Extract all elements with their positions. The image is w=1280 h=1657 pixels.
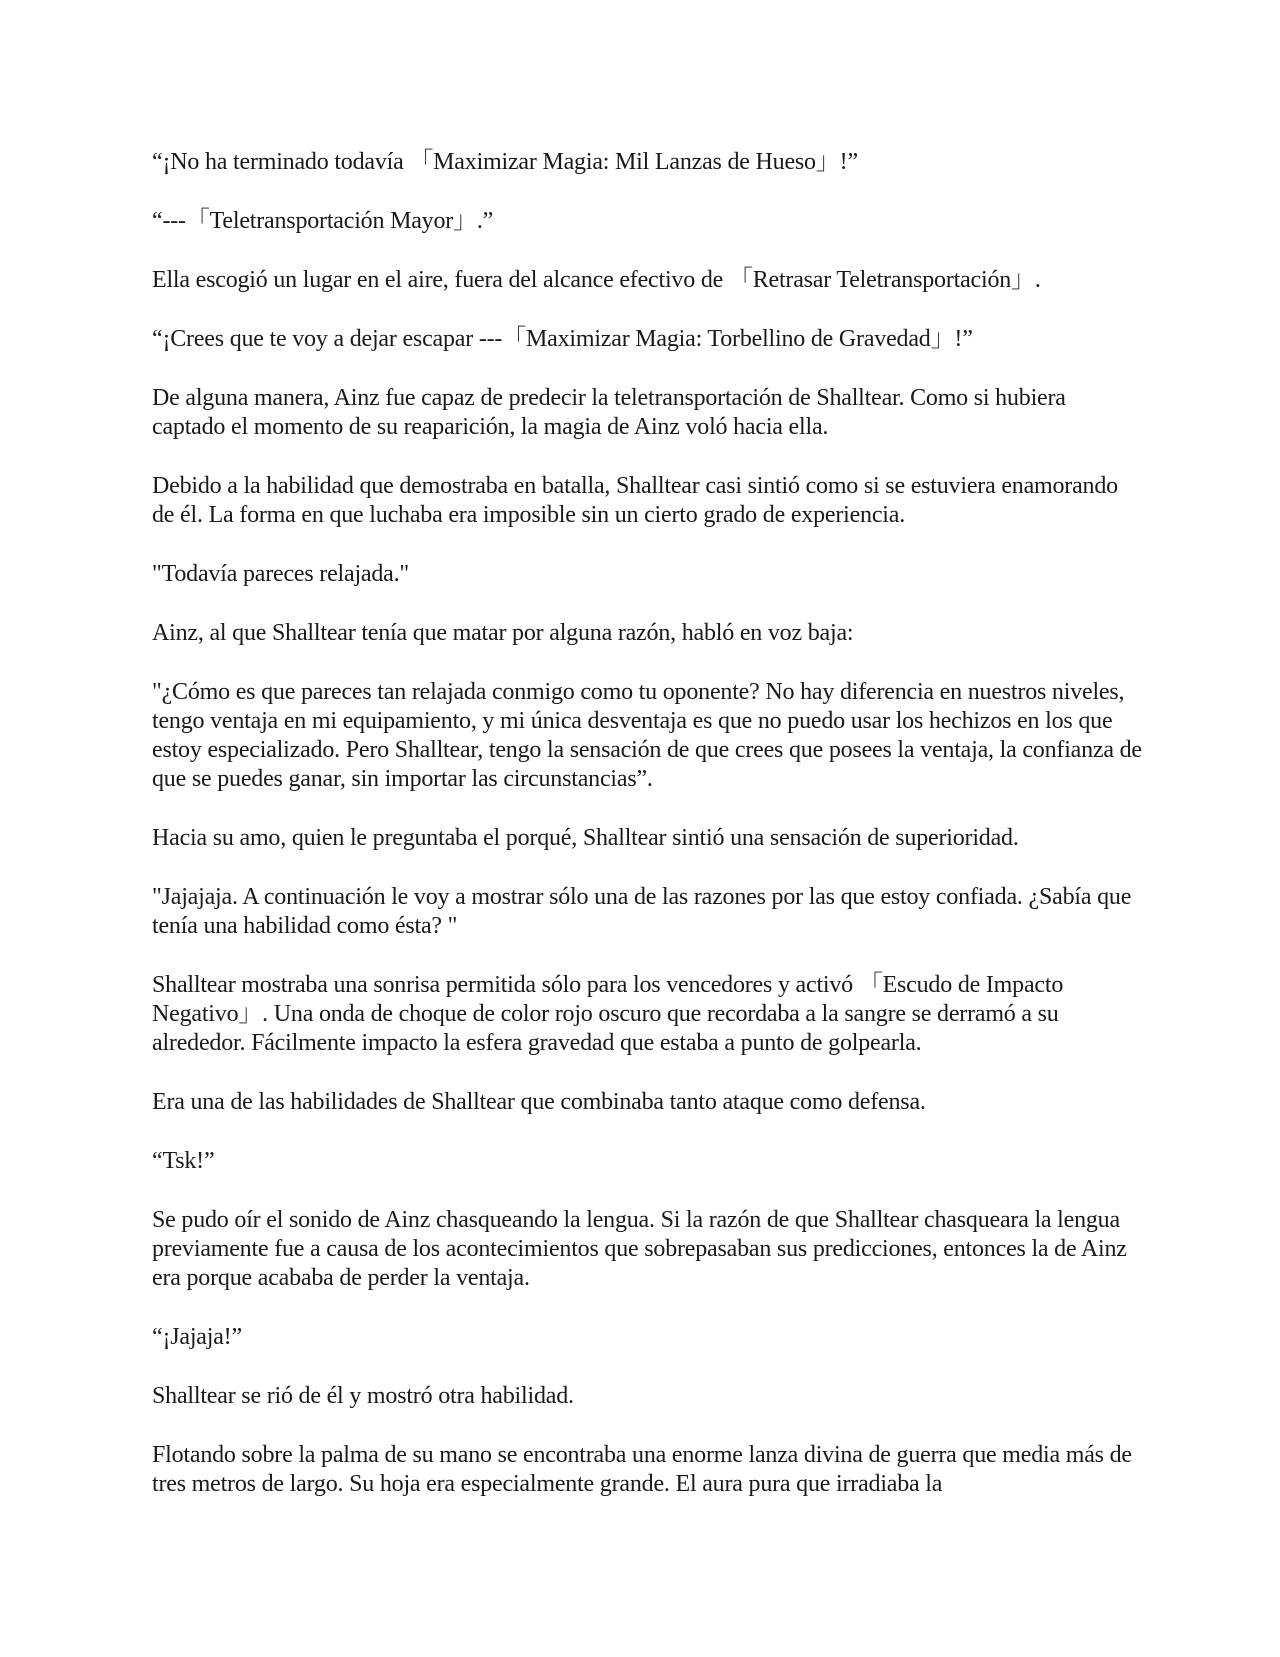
paragraph-16: “¡Jajaja!”	[152, 1324, 242, 1350]
paragraph-13: Era una de las habilidades de Shalltear que combinaba tanto ataque como defensa.	[152, 1089, 926, 1115]
paragraph-1: “¡No ha terminado todavía 「Maximizar Magia: Mil Lanzas de Hueso」!”	[152, 149, 858, 175]
paragraph-5: De alguna manera, Ainz fue capaz de predecir la teletransportación de Shalltear. Como si hubiera captado el momento de su reaparición, la magia de Ainz voló hacia ella.	[152, 385, 1066, 440]
paragraph-17: Shalltear se rió de él y mostró otra habilidad.	[152, 1383, 574, 1409]
paragraph-3: Ella escogió un lugar en el aire, fuera del alcance efectivo de 「Retrasar Teletransportación」.	[152, 267, 1041, 293]
document-page	[152, 148, 1142, 1529]
paragraph-14: “Tsk!”	[152, 1148, 215, 1174]
paragraph-18: Flotando sobre la palma de su mano se encontraba una enorme lanza divina de guerra que media más de tres metros de largo. Su hoja era especialmente grande. El aura pura que irradiaba la	[152, 1442, 1132, 1497]
paragraph-2: “---「Teletransportación Mayor」.”	[152, 208, 494, 234]
paragraph-9: "¿Cómo es que pareces tan relajada conmigo como tu oponente? No hay diferencia en nuestros niveles, tengo ventaja en mi equipamiento, y mi única desventaja es que no puedo usar los hechizos en los que estoy especializado. Pero Shalltear, tengo la sensación de que crees que posees la ventaja, la confianza de que se puedes ganar, sin importar las circunstancias”.	[152, 679, 1142, 792]
paragraph-15: Se pudo oír el sonido de Ainz chasqueando la lengua. Si la razón de que Shalltear chasqueara la lengua previamente fue a causa de los acontecimientos que sobrepasaban sus predicciones, entonces la de Ainz era porque acababa de perder la ventaja.	[152, 1207, 1127, 1291]
paragraph-8: Ainz, al que Shalltear tenía que matar por alguna razón, habló en voz baja:	[152, 620, 854, 646]
paragraph-11: "Jajajaja. A continuación le voy a mostrar sólo una de las razones por las que estoy confiada. ¿Sabía que tenía una habilidad como ésta? "	[152, 884, 1132, 939]
paragraph-4: “¡Crees que te voy a dejar escapar ---「Maximizar Magia: Torbellino de Gravedad」!”	[152, 326, 973, 352]
paragraph-10: Hacia su amo, quien le preguntaba el porqué, Shalltear sintió una sensación de superioridad.	[152, 825, 1019, 851]
paragraph-6: Debido a la habilidad que demostraba en batalla, Shalltear casi sintió como si se estuviera enamorando de él. La forma en que luchaba era imposible sin un cierto grado de experiencia.	[152, 473, 1118, 528]
paragraph-12: Shalltear mostraba una sonrisa permitida sólo para los vencedores y activó 「Escudo de Impacto Negativo」. Una onda de choque de color rojo oscuro que recordaba a la sangre se derramó a su alrededor. Fácilmente impacto la esfera gravedad que estaba a punto de golpearla.	[152, 972, 1064, 1056]
paragraph-7: "Todavía pareces relajada."	[152, 561, 410, 587]
